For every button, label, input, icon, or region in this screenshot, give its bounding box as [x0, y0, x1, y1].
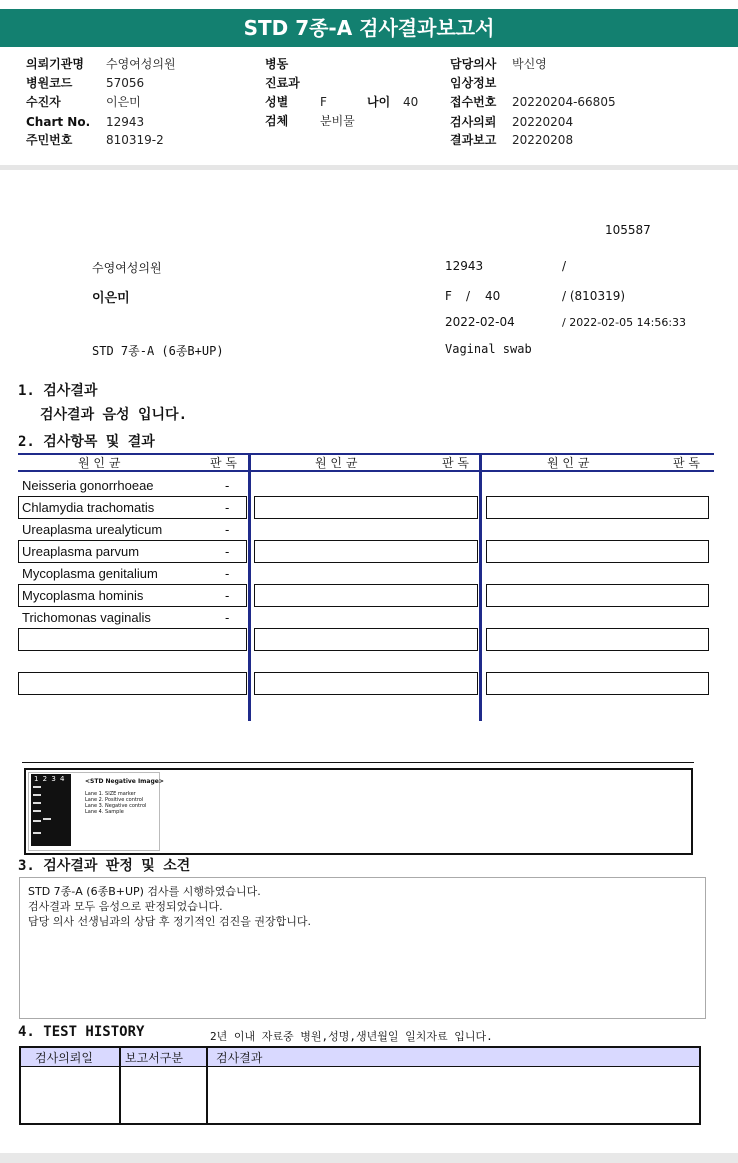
history-header-result: 검사결과	[216, 1051, 263, 1065]
empty-row-box	[486, 540, 709, 563]
dept-label: 진료과	[265, 76, 300, 90]
gel-title: <STD Negative Image>	[85, 778, 164, 785]
ward-label: 병동	[265, 57, 289, 71]
opinion-line: STD 7종-A (6종B+UP) 검사를 시행하였습니다.	[28, 885, 261, 898]
summary-hospital: 수영여성의원	[92, 261, 162, 275]
pathogen-name: Ureaplasma urealyticum	[22, 522, 163, 537]
specimen-value: 분비물	[320, 114, 355, 128]
pathogen-result: -	[225, 478, 230, 493]
opinion-line: 검사결과 모두 음성으로 판정되었습니다.	[28, 900, 223, 913]
code-value: 57056	[106, 76, 145, 90]
header-separator	[0, 165, 738, 170]
header-judge-1: 판 독	[210, 456, 237, 470]
ssn-label: 주민번호	[26, 133, 73, 147]
gel-lane-numbers: 1 2 3 4	[34, 775, 66, 783]
doctor-value: 박신영	[512, 57, 547, 71]
empty-row-box	[18, 628, 247, 651]
summary-chart: 12943	[445, 259, 484, 273]
empty-row-box	[254, 584, 478, 607]
pathogen-result: -	[225, 544, 230, 559]
table-top-rule	[18, 453, 714, 455]
history-divider-1	[119, 1048, 121, 1123]
column-divider-1	[248, 453, 251, 721]
summary-sex-slash: /	[466, 289, 471, 303]
footer-bar	[0, 1153, 738, 1163]
age-value: 40	[403, 95, 419, 109]
summary-patient: 이은미	[92, 291, 130, 306]
gel-electrophoresis-image	[31, 774, 71, 846]
code-label: 병원코드	[26, 76, 73, 90]
report-value: 20220208	[512, 133, 574, 147]
history-table	[19, 1046, 701, 1125]
section1-title: 1. 검사결과	[18, 383, 98, 399]
section1-result: 검사결과 음성 입니다.	[40, 407, 188, 423]
empty-row-box	[254, 672, 478, 695]
pathogen-name: Trichomonas vaginalis	[22, 610, 151, 625]
empty-row-box	[18, 672, 247, 695]
age-label: 나이	[367, 95, 391, 109]
chart-value: 12943	[106, 115, 145, 129]
gel-legend-line: Lane 1. SIZE marker	[85, 791, 136, 797]
summary-report-datetime: / 2022-02-05 14:56:33	[562, 316, 687, 329]
sex-label: 성별	[265, 95, 289, 109]
sex-value: F	[320, 95, 327, 109]
section2-title: 2. 검사항목 및 결과	[18, 434, 155, 450]
ssn-value: 810319-2	[106, 133, 164, 147]
empty-row-box	[486, 584, 709, 607]
hospital-value: 수영여성의원	[106, 57, 176, 71]
pathogen-name: Mycoplasma hominis	[22, 588, 144, 603]
history-header-type: 보고서구분	[125, 1051, 183, 1065]
receipt-label: 접수번호	[450, 95, 497, 109]
clinical-label: 임상정보	[450, 76, 497, 90]
summary-age: 40	[485, 289, 501, 303]
header-judge-3: 판 독	[673, 456, 700, 470]
patient-value: 이은미	[106, 95, 141, 109]
chart-label: Chart No.	[26, 115, 91, 129]
section4-title: 4. TEST HISTORY	[18, 1024, 145, 1040]
report-label: 결과보고	[450, 133, 497, 147]
pathogen-name: Ureaplasma parvum	[22, 544, 140, 559]
pathogen-result: -	[225, 610, 230, 625]
header-pathogen-1: 원 인 균	[78, 456, 121, 470]
header-pathogen-2: 원 인 균	[315, 456, 358, 470]
gel-top-rule	[22, 762, 694, 763]
summary-test-name: STD 7종-A (6종B+UP)	[92, 344, 224, 358]
history-header-date: 검사의뢰일	[35, 1051, 93, 1065]
pathogen-result: -	[225, 588, 230, 603]
empty-row-box	[254, 628, 478, 651]
specimen-label: 검체	[265, 114, 289, 128]
gel-legend-line: Lane 4. Sample	[85, 809, 124, 815]
header-pathogen-3: 원 인 균	[547, 456, 590, 470]
report-title: STD 7종-A 검사결과보고서	[0, 9, 738, 47]
request-value: 20220204	[512, 115, 574, 129]
summary-slash: /	[562, 259, 567, 273]
reference-number: 105587	[605, 223, 651, 237]
empty-row-box	[254, 540, 478, 563]
pathogen-result: -	[225, 500, 230, 515]
gel-legend	[85, 791, 146, 815]
section3-title: 3. 검사결과 판정 및 소견	[18, 858, 191, 874]
patient-label: 수진자	[26, 95, 61, 109]
gel-legend-line: Lane 2. Positive control	[85, 797, 144, 803]
pathogen-result: -	[225, 566, 230, 581]
empty-row-box	[254, 496, 478, 519]
empty-row-box	[486, 672, 709, 695]
doctor-label: 담당의사	[450, 57, 497, 71]
history-note: 2년 이내 자료중 병원,성명,생년월일 일치자료 입니다.	[210, 1030, 493, 1043]
opinion-box	[19, 877, 706, 1019]
history-header-row	[21, 1048, 699, 1067]
gel-legend-line: Lane 3. Negative control	[85, 803, 147, 809]
pathogen-name: Neisseria gonorrhoeae	[22, 478, 154, 493]
summary-request-date: 2022-02-04	[445, 315, 515, 329]
summary-birth: / (810319)	[562, 289, 626, 303]
pathogen-name: Mycoplasma genitalium	[22, 566, 158, 581]
hospital-label: 의뢰기관명	[26, 57, 84, 71]
history-divider-2	[206, 1048, 208, 1123]
opinion-line: 담당 의사 선생님과의 상담 후 정기적인 검진을 권장합니다.	[28, 915, 311, 928]
empty-row-box	[486, 628, 709, 651]
table-header-rule	[18, 470, 714, 472]
empty-row-box	[486, 496, 709, 519]
summary-specimen: Vaginal swab	[445, 342, 532, 356]
summary-sex: F	[445, 289, 452, 303]
column-divider-2	[479, 453, 482, 721]
request-label: 검사의뢰	[450, 115, 497, 129]
header-judge-2: 판 독	[442, 456, 469, 470]
pathogen-result: -	[225, 522, 230, 537]
receipt-value: 20220204-66805	[512, 95, 616, 109]
pathogen-name: Chlamydia trachomatis	[22, 500, 155, 515]
